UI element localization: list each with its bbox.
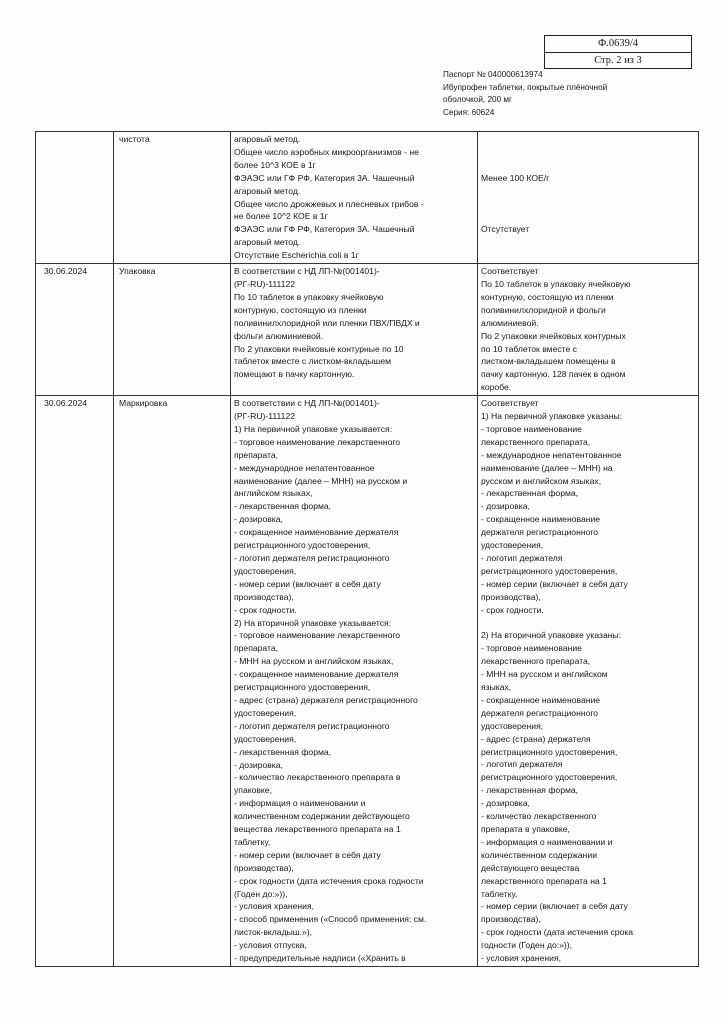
result-line: - условия хранения,	[481, 953, 562, 964]
spec-line: регистрационного удостоверения,	[234, 540, 371, 551]
spec-line: - условия хранения,	[234, 901, 315, 912]
result-line: - срок годности.	[481, 604, 544, 615]
spec-line: По 2 упаковки ячейковые контурные по 10	[234, 343, 404, 354]
result-line: лекарственного препарата на 1	[481, 875, 607, 886]
specification-cell	[231, 264, 478, 396]
result-line: По 2 упаковки ячейковых контурных	[481, 330, 626, 341]
spec-line: фольги алюминиевой.	[234, 330, 324, 341]
spec-line: - адрес (страна) держателя регистрационного	[234, 694, 418, 705]
spec-line: - МНН на русском и английском языках,	[234, 656, 394, 667]
spec-line: - срок годности.	[234, 604, 297, 615]
spec-line: - номер серии (включает в себя дату	[234, 578, 381, 589]
spec-line: - информация о наименовании и	[234, 798, 366, 809]
specification-cell	[231, 396, 478, 967]
result-line: - логотип держателя	[481, 553, 563, 563]
result-cell	[478, 396, 699, 967]
result-line: удостоверения,	[481, 540, 544, 551]
result-line: лекарственного препарата,	[481, 436, 591, 447]
spec-line: удостоверения,	[234, 733, 297, 744]
spec-line: - сокращенное наименование держателя	[234, 669, 399, 680]
table-row	[36, 264, 699, 396]
date-cell	[36, 264, 114, 396]
spec-line: удостоверения,	[234, 565, 297, 576]
spec-line: наименование (далее – МНН) на русском и	[234, 475, 408, 486]
result-line: - сокращенное наименование	[481, 514, 601, 525]
spec-line: - дозировка,	[234, 759, 283, 770]
spec-line: - дозировка,	[234, 514, 283, 525]
result-spacer	[481, 197, 695, 210]
spec-line: производства),	[234, 862, 294, 873]
spec-line: - сокращенное наименование держателя	[234, 527, 399, 538]
result-line: - номер серии (включает в себя дату	[481, 578, 628, 589]
spec-line: - лекарственная форма,	[234, 746, 332, 757]
spec-line: - торговое наименование лекарственного	[234, 436, 401, 447]
result-line: производства),	[481, 914, 541, 925]
passport-number: Паспорт № 040000613974	[443, 70, 543, 79]
result-line: производства),	[481, 591, 541, 602]
spec-line: английском языках,	[234, 488, 313, 499]
result-line: препарата в упаковке,	[481, 824, 570, 835]
result-line: Отсутствует	[481, 224, 530, 235]
result-line: - срок годности (дата истечения срока	[481, 927, 634, 938]
indicator-cell	[114, 132, 231, 264]
date-cell	[36, 132, 114, 264]
spec-line: производства),	[234, 591, 294, 602]
spec-line: - торговое наименование лекарственного	[234, 630, 401, 641]
result-line: - логотип держателя	[481, 759, 563, 770]
result-line: - дозировка,	[481, 501, 530, 512]
spec-line: - способ применения («Способ применения: см.	[234, 914, 427, 925]
spec-line: контурную, состоящую из пленки	[234, 304, 367, 315]
result-line: 1) На первичной упаковке указаны:	[481, 411, 623, 422]
spec-line: ФЭАЭС или ГФ РФ, Категория 3А. Чашечный	[234, 172, 415, 183]
result-line: - информация о наименовании и	[481, 836, 613, 847]
result-line: - международное непатентованное	[481, 449, 622, 460]
spec-line: В соответствии с НД ЛП-№(001401)-	[234, 398, 380, 409]
table-row	[36, 132, 699, 264]
spec-line: Общее число дрожжевых и плесневых грибов -	[234, 198, 424, 209]
spec-line: - количество лекарственного препарата в	[234, 772, 401, 783]
spec-line: - условия отпуска,	[234, 940, 307, 951]
result-line: - дозировка,	[481, 798, 530, 809]
result-spacer	[481, 210, 695, 223]
result-spacer	[481, 133, 695, 146]
spec-line: Общее число аэробных микроорганизмов - не	[234, 146, 419, 157]
result-line: наименование (далее – МНН) на	[481, 462, 613, 473]
spec-line: агаровый метод.	[234, 134, 301, 144]
result-line: языках,	[481, 682, 512, 693]
result-spacer	[481, 159, 695, 172]
spec-line: ФЭАЭС или ГФ РФ, Категория 3А. Чашечный	[234, 224, 415, 235]
spec-line: Отсутствие Escherichia coli в 1г	[234, 250, 359, 261]
spec-line: регистрационного удостоверения,	[234, 682, 371, 693]
result-line: - номер серии (включает в себя дату	[481, 901, 628, 912]
result-line: По 10 таблеток в упаковку ячейковую	[481, 278, 631, 289]
result-line: держателя регистрационного	[481, 527, 599, 538]
result-line: держателя регистрационного	[481, 707, 599, 718]
test-date: 30.06.2024	[44, 398, 88, 409]
table-row	[36, 396, 699, 967]
spec-line: таблеток вместе с листком-вкладышем	[234, 356, 392, 367]
result-line: регистрационного удостоверения,	[481, 772, 618, 783]
result-spacer	[481, 146, 695, 159]
result-line: регистрационного удостоверения,	[481, 565, 618, 576]
spec-line: более 10^3 КОЕ в 1г	[234, 159, 316, 170]
result-line: поливинилхлоридной и фольги	[481, 304, 606, 315]
spec-line: помещают в пачку картонную.	[234, 369, 355, 380]
page-number: Стр. 2 из 3	[594, 55, 642, 66]
result-line: - лекарственная форма,	[481, 488, 579, 499]
result-line: Менее 100 КОЕ/г	[481, 172, 550, 183]
result-line: - сокращенное наименование	[481, 694, 601, 705]
specification-cell	[231, 132, 478, 264]
spec-line: (Годен до:»)),	[234, 888, 288, 899]
result-line: количественном содержании	[481, 849, 597, 860]
result-line: Соответствует	[481, 398, 539, 409]
spec-line: - срок годности (дата истечения срока годности	[234, 875, 424, 886]
spec-line: - международное непатентованное	[234, 462, 375, 473]
result-line: лекарственного препарата,	[481, 656, 591, 667]
form-code-box	[544, 35, 692, 69]
result-line: таблетку,	[481, 888, 518, 899]
result-line: - количество лекарственного	[481, 811, 597, 822]
spec-line: агаровый метод.	[234, 185, 301, 196]
result-cell	[478, 132, 699, 264]
test-results-table	[35, 131, 699, 967]
result-line: 2) На вторичной упаковке указаны:	[481, 630, 622, 641]
spec-line: упаковке,	[234, 785, 272, 796]
spec-line: - лекарственная форма,	[234, 501, 332, 512]
spec-line: листок-вкладыш.»),	[234, 927, 313, 938]
form-code: Ф.0639/4	[545, 36, 691, 53]
result-line: - торговое наименование	[481, 423, 582, 434]
spec-line: таблетку,	[234, 836, 271, 847]
product-name: Ибупрофен таблетки, покрытые плёночной	[443, 82, 608, 92]
result-cell	[478, 264, 699, 396]
result-line: регистрационного удостоверения,	[481, 746, 618, 757]
spec-line: (РГ-RU)-111122	[234, 411, 296, 422]
test-date: 30.06.2024	[44, 266, 88, 277]
result-line: - торговое наименование	[481, 643, 582, 654]
spec-line: вещества лекарственного препарата на 1	[234, 824, 401, 835]
result-line: алюминиевой.	[481, 317, 539, 328]
result-line: русском и английском языках,	[481, 475, 602, 486]
indicator-name: чистота	[119, 134, 150, 144]
indicator-cell	[114, 396, 231, 967]
spec-line: не более 10^2 КОЕ в 1г	[234, 211, 328, 222]
spec-line: В соответствии с НД ЛП-№(001401)-	[234, 266, 380, 277]
batch-number: Серия: 60624	[443, 107, 495, 117]
spec-line: 2) На вторичной упаковке указывается:	[234, 617, 392, 628]
result-line: - лекарственная форма,	[481, 785, 579, 796]
result-spacer	[481, 617, 695, 630]
date-cell	[36, 396, 114, 967]
spec-line: - логотип держателя регистрационного	[234, 720, 390, 731]
result-line: контурную, состоящую из пленки	[481, 291, 614, 302]
spec-line: препарата,	[234, 643, 279, 654]
result-line: коробе.	[481, 382, 512, 393]
spec-line: препарата,	[234, 449, 279, 460]
spec-line: агаровый метод.	[234, 237, 301, 248]
indicator-cell	[114, 264, 231, 396]
passport-info	[443, 69, 607, 119]
indicator-name: Упаковка	[119, 266, 156, 277]
result-spacer	[481, 185, 695, 198]
result-line: - МНН на русском и английском	[481, 669, 608, 680]
spec-line: По 10 таблеток в упаковку ячейковую	[234, 291, 384, 302]
spec-line: 1) На первичной упаковке указывается:	[234, 423, 393, 434]
spec-line: - логотип держателя регистрационного	[234, 553, 390, 563]
result-line: действующего вещества	[481, 862, 580, 873]
spec-line: удостоверения,	[234, 707, 297, 718]
spec-line: (РГ-RU)-111122	[234, 278, 296, 289]
indicator-name: Маркировка	[119, 398, 168, 409]
result-line: листком-вкладышем помещены в	[481, 356, 616, 367]
result-line: по 10 таблеток вместе с	[481, 343, 577, 354]
result-line: удостоверения,	[481, 720, 544, 731]
result-line: Соответствует	[481, 266, 539, 277]
result-line: годности (Годен до:»)),	[481, 940, 573, 951]
spec-line: - номер серии (включает в себя дату	[234, 849, 381, 860]
product-name-cont: оболочкой, 200 мг	[443, 95, 513, 105]
spec-line: - предупредительные надписи («Хранить в	[234, 953, 406, 964]
result-line: - адрес (страна) держателя	[481, 733, 591, 744]
spec-line: поливинилхлоридной или пленки ПВХ/ПВДХ и	[234, 317, 420, 328]
result-line: пачку картонную. 128 пачек в одном	[481, 369, 626, 380]
spec-line: количественном содержании действующего	[234, 811, 410, 822]
